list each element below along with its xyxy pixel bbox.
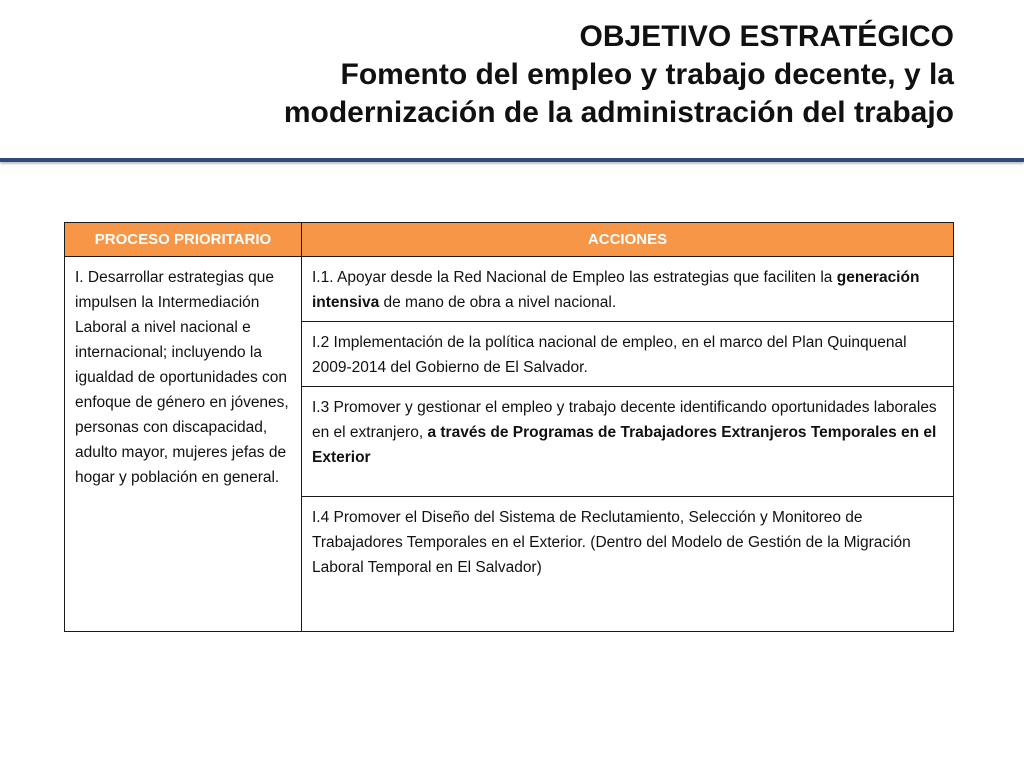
accion-3-text: I.3 Promover y gestionar el empleo y trabajo decente identificando oportunidades laborales en el extranjero, (312, 399, 937, 441)
title-line-3: modernización de la administración del trabajo (283, 96, 954, 129)
column-header-proceso: PROCESO PRIORITARIO (65, 223, 302, 257)
accion-cell-3 (302, 387, 954, 497)
accion-cell-2 (302, 322, 954, 387)
title-line-1: OBJETIVO ESTRATÉGICO (579, 20, 954, 53)
accion-2-text: I.2 Implementación de la política nacional de empleo, en el marco del Plan Quinquenal 2009-2014 del Gobierno de El Salvador. (312, 334, 907, 376)
accion-cell-1 (302, 257, 954, 322)
strategy-table (64, 222, 954, 632)
proceso-cell: I. Desarrollar estrategias que impulsen la Intermediación Laboral a nivel nacional e internacional; incluyendo la igualdad de oportunidades con enfoque de género en jóvenes, personas con discapacidad, adulto mayor, mujeres jefas de hogar y población en general. (65, 257, 302, 632)
title-line-2: Fomento del empleo y trabajo decente, y la (340, 58, 954, 91)
table-header-row (65, 223, 954, 257)
accion-4-text: I.4 Promover el Diseño del Sistema de Reclutamiento, Selección y Monitoreo de Trabajadores Temporales en el Exterior. (Dentro del Modelo de Gestión de la Migración Laboral Temporal en El Salvador) (312, 509, 911, 576)
accion-3-bold: a través de Programas de Trabajadores Extranjeros Temporales en el Exterior (312, 424, 937, 466)
accion-cell-4 (302, 497, 954, 632)
accion-1-text: I.1. Apoyar desde la Red Nacional de Empleo las estrategias que faciliten la (312, 269, 837, 286)
accion-1-bold: generación intensiva (312, 269, 920, 311)
accion-1-after: de mano de obra a nivel nacional. (379, 294, 617, 311)
slide-title (54, 18, 954, 132)
column-header-acciones: ACCIONES (302, 223, 954, 257)
table-row (65, 257, 954, 322)
title-divider (0, 158, 1024, 162)
